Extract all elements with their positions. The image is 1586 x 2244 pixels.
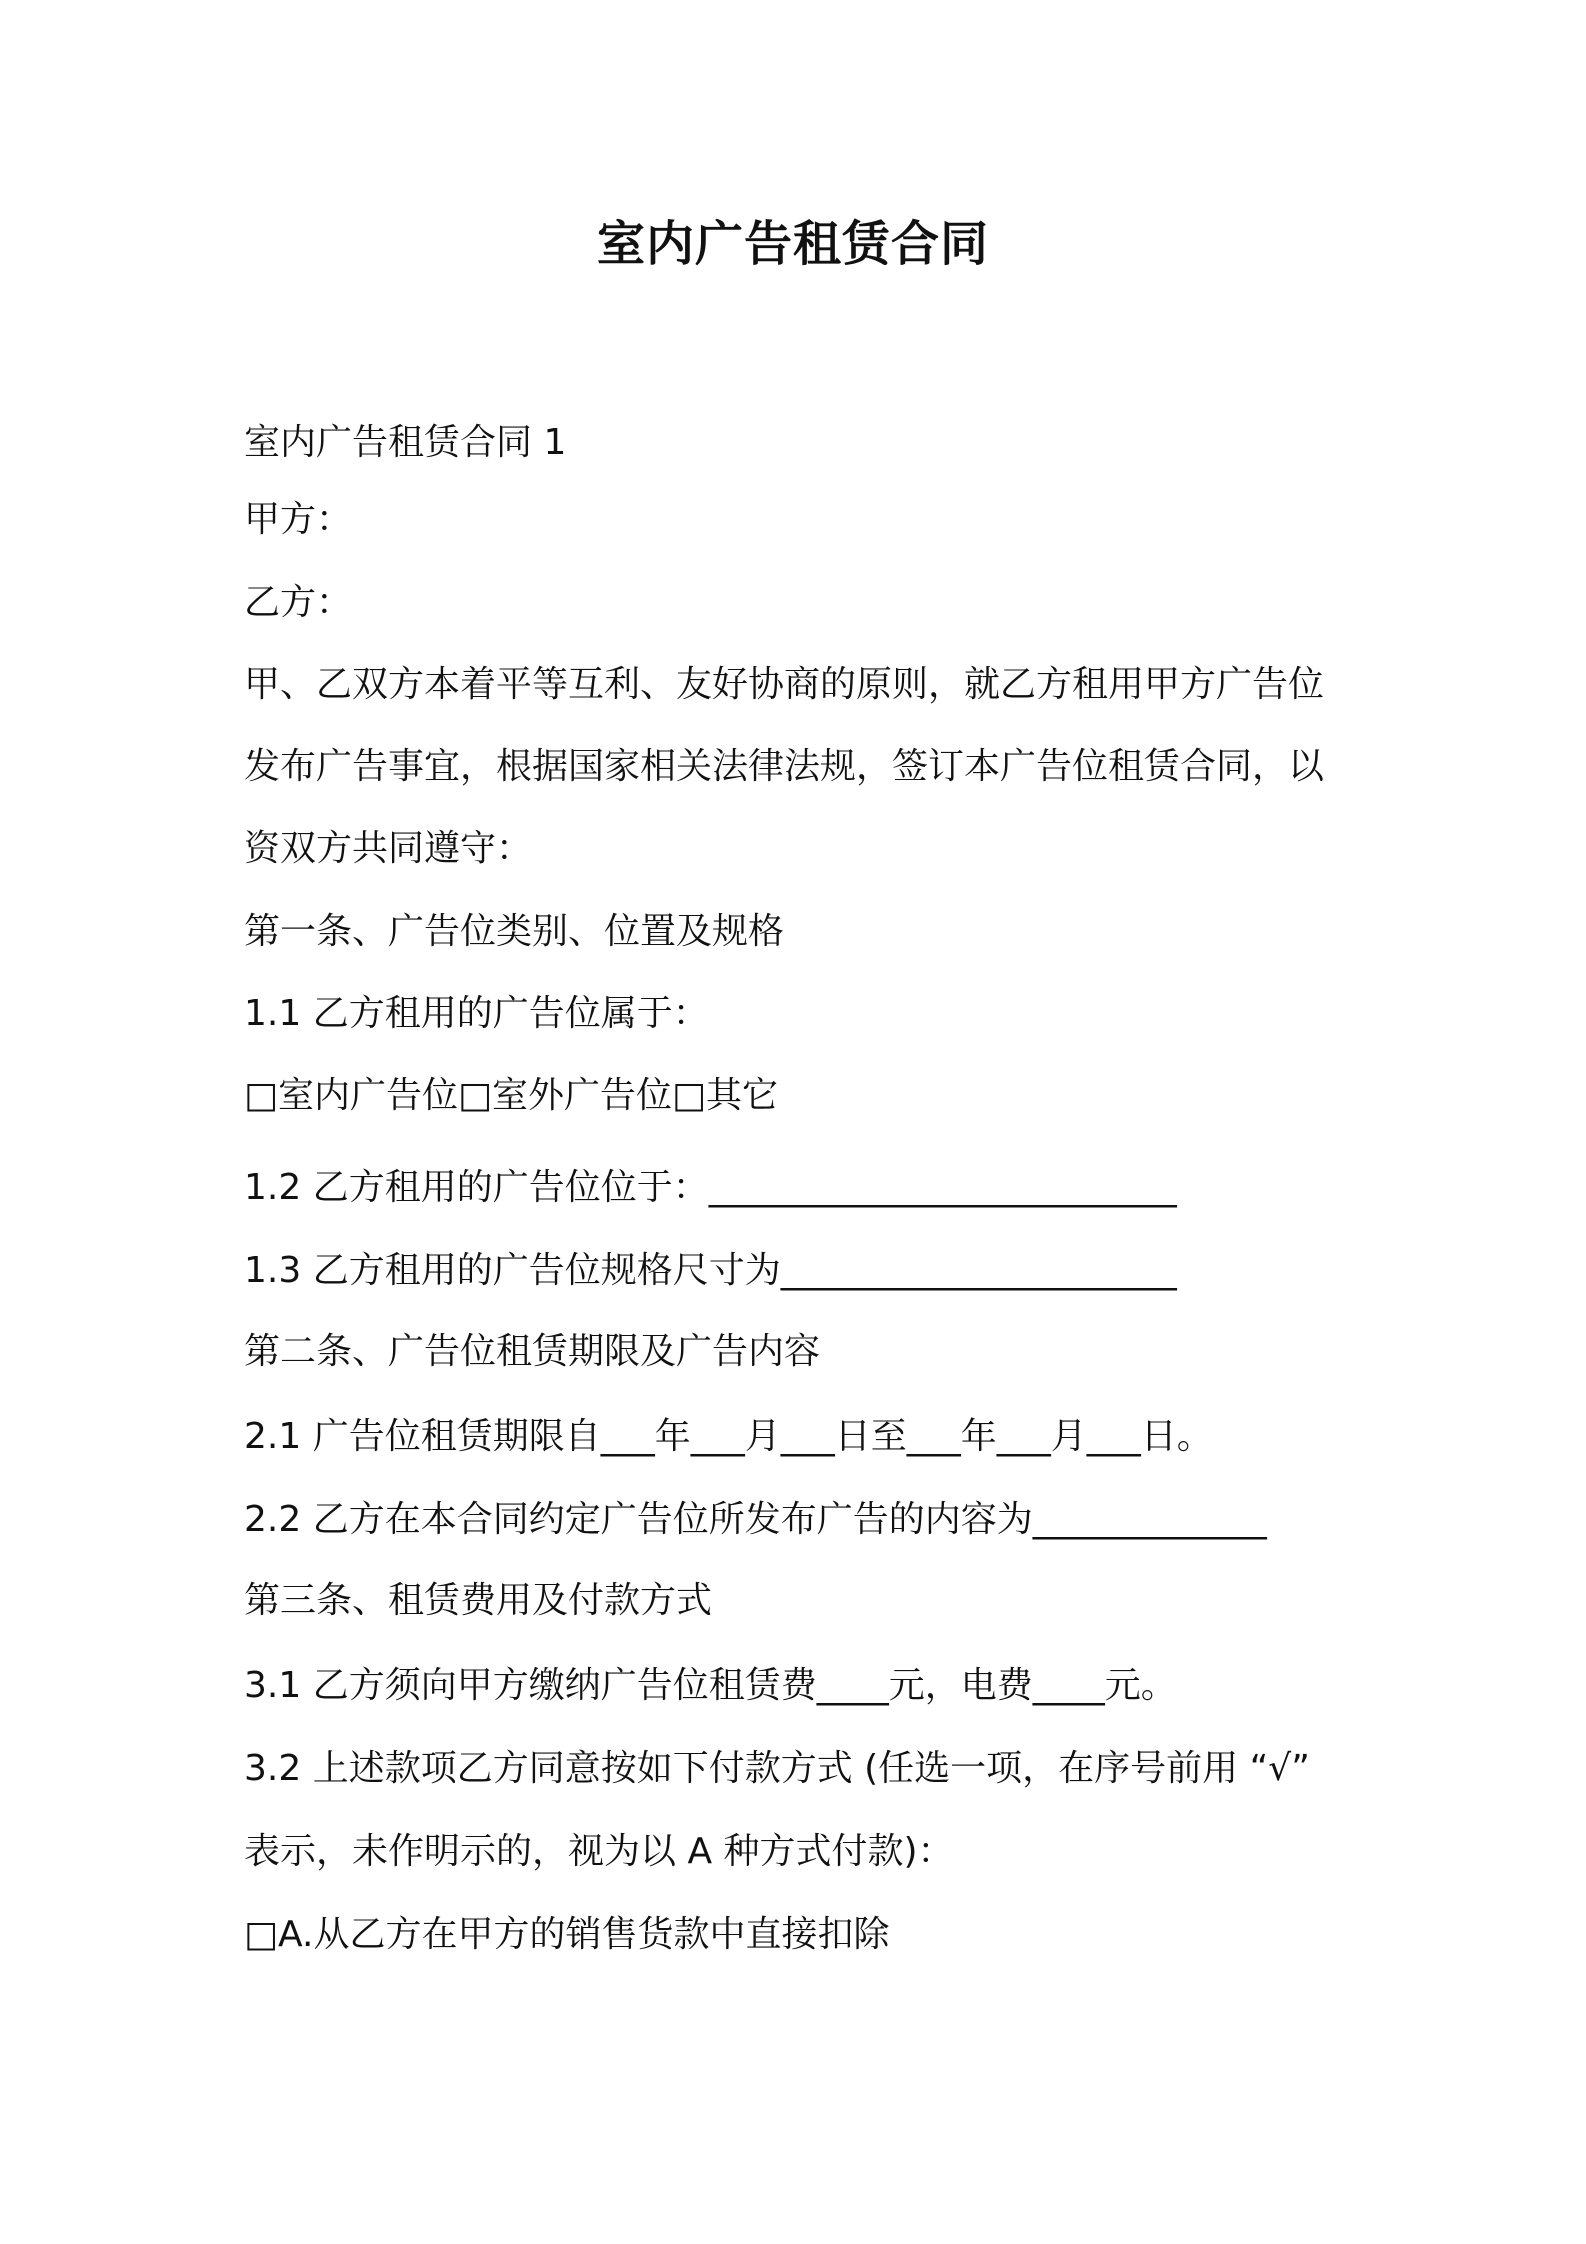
article-2-heading: 第二条、广告位租赁期限及广告内容 <box>244 1331 821 1372</box>
preamble-line-2: 发布广告事宜，根据国家相关法律法规，签订本广告位租赁合同，以 <box>244 746 1325 787</box>
contract-heading: 室内广告租赁合同 1 <box>244 422 567 463</box>
preamble-line-1: 甲、乙双方本着平等互利、友好协商的原则，就乙方租用甲方广告位 <box>244 664 1325 705</box>
party-b-line: 乙方： <box>244 582 353 623</box>
preamble-line-3: 资双方共同遵守： <box>244 828 533 869</box>
payment-option-a: □A.从乙方在甲方的销售货款中直接扣除 <box>244 1914 890 1955</box>
clause-2-1: 2.1 广告位租赁期限自___年___月___日至___年___月___日。 <box>244 1416 1213 1457</box>
document-title: 室内广告租赁合同 <box>596 216 989 272</box>
party-a-line: 甲方： <box>244 499 353 540</box>
clause-2-2: 2.2 乙方在本合同约定广告位所发布广告的内容为_____________ <box>244 1499 1267 1540</box>
article-1-heading: 第一条、广告位类别、位置及规格 <box>244 911 785 952</box>
clause-3-1: 3.1 乙方须向甲方缴纳广告位租赁费____元，电费____元。 <box>244 1665 1177 1706</box>
clause-1-2: 1.2 乙方租用的广告位位于：__________________________ <box>244 1167 1177 1208</box>
clause-3-2-line-2: 表示，未作明示的，视为以 A 种方式付款)： <box>244 1831 954 1872</box>
clause-1-1: 1.1 乙方租用的广告位属于： <box>244 993 709 1034</box>
clause-1-3: 1.3 乙方租用的广告位规格尺寸为______________________ <box>244 1250 1177 1291</box>
clause-1-1-options: □室内广告位□室外广告位□其它 <box>244 1075 779 1116</box>
clause-3-2-line-1: 3.2 上述款项乙方同意按如下付款方式 (任选一项，在序号前用 “√” <box>244 1748 1310 1789</box>
article-3-heading: 第三条、租赁费用及付款方式 <box>244 1580 713 1621</box>
